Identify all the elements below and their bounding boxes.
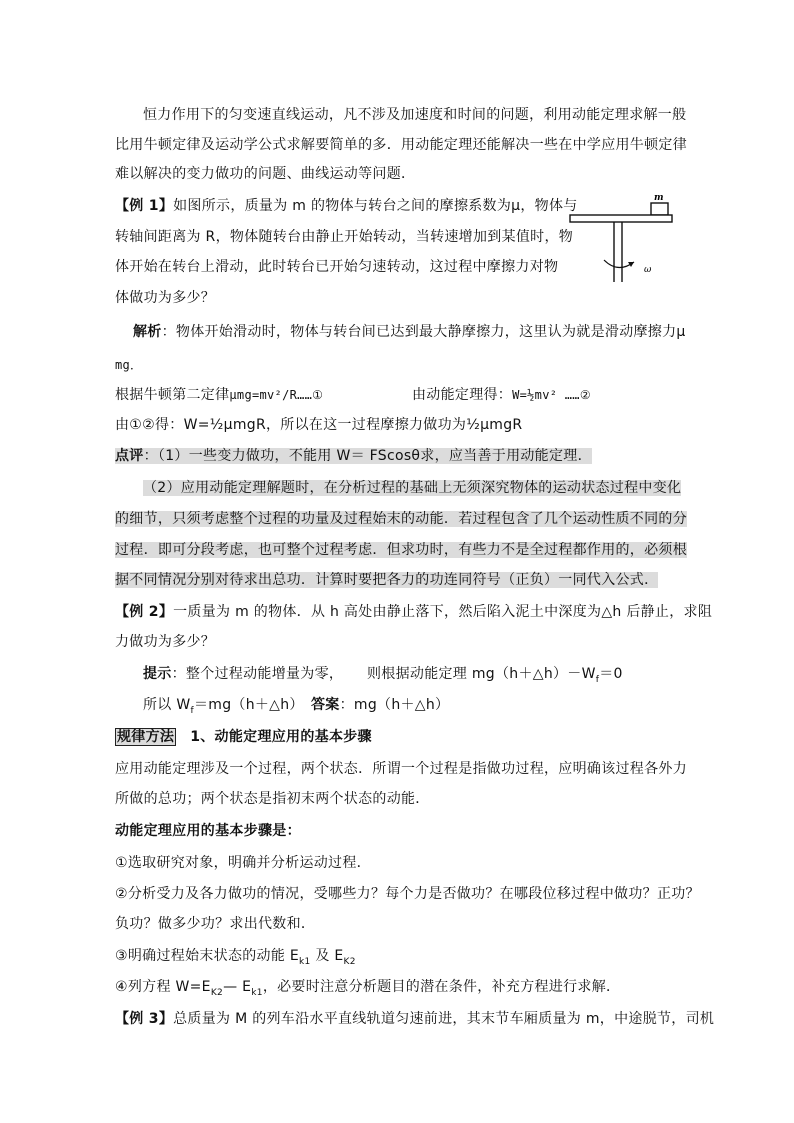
comment-line-2 bbox=[143, 478, 681, 498]
step-3-sub-2: K2 bbox=[343, 956, 356, 967]
analysis-label: 解析 bbox=[133, 324, 162, 340]
step-4-mid: — E bbox=[223, 979, 252, 995]
hint-label: 提示 bbox=[143, 666, 172, 682]
hint-equation-line bbox=[367, 664, 623, 690]
answer-label: 答案 bbox=[311, 697, 340, 713]
example-1-tag: 【例 1】 bbox=[115, 198, 174, 214]
theorem-label: 由动能定理得： bbox=[412, 387, 513, 403]
example-2-line-2: 力做功为多少？ bbox=[115, 634, 216, 650]
so-subscript: f bbox=[190, 705, 194, 716]
mass-block bbox=[651, 203, 668, 215]
turntable-plate bbox=[570, 215, 672, 222]
turntable-figure bbox=[568, 190, 678, 285]
step-2-line-1: ②分析受力及各力做功的情况，受哪些力？每个力是否做功？在哪段位移过程中做功？正功？ bbox=[115, 886, 700, 902]
example-1-line-3: 体开始在转台上滑动，此时转台已开始匀速转动，这过程中摩擦力对物 bbox=[115, 259, 559, 275]
theorem-line bbox=[412, 385, 591, 405]
comment-line-5 bbox=[115, 570, 658, 590]
answer-line bbox=[311, 695, 449, 715]
so-line bbox=[143, 695, 304, 721]
comment-line-1 bbox=[115, 446, 592, 466]
method-line-2: 所做的总功；两个状态是指初末两个状态的动能． bbox=[115, 791, 430, 807]
theorem-equation: W=½mv² ……② bbox=[512, 388, 591, 402]
method-line-1: 应用动能定理涉及一个过程，两个状态．所谓一个过程是指做功过程，应明确该过程各外力 bbox=[115, 761, 687, 777]
step-3-sub-1: k1 bbox=[299, 956, 311, 967]
step-4-sub-1: K2 bbox=[210, 987, 224, 998]
comment-text-3: 的细节，只须考虑整个过程的功量及过程始末的动能．若过程包含了几个运动性质不同的分 bbox=[115, 511, 687, 527]
comment-line-4 bbox=[115, 540, 687, 560]
comment-text-1: ：（1）一些变力做功，不能用 W＝ FScosθ求，应当善于用动能定理． bbox=[143, 448, 592, 464]
comment-text-2: （2）应用动能定理解题时，在分析过程的基础上无须深究物体的运动状态过程中变化 bbox=[143, 480, 682, 496]
example-3-line-1 bbox=[115, 1009, 714, 1029]
newton-equation: μmg=mv²/R……① bbox=[229, 388, 324, 402]
intro-line-3: 难以解决的变力做功的问题、曲线运动等问题． bbox=[115, 166, 416, 182]
step-3 bbox=[115, 946, 356, 972]
method-heading bbox=[115, 727, 372, 747]
example-3-text-1: 总质量为 M 的列车沿水平直线轨道匀速前进，其末节车厢质量为 m，中途脱节，司机 bbox=[173, 1011, 715, 1027]
step-1: ①选取研究对象，明确并分析运动过程． bbox=[115, 855, 371, 871]
step-4-text: ④列方程 W=E bbox=[115, 979, 211, 995]
example-3-tag: 【例 3】 bbox=[115, 1011, 174, 1027]
intro-line-1: 恒力作用下的匀变速直线运动，凡不涉及加速度和时间的问题，利用动能定理求解一般 bbox=[143, 107, 687, 123]
example-2-text-1: 一质量为 m 的物体．从 h 高处由静止落下，然后陷入泥土中深度为△h 后静止，求阻 bbox=[173, 604, 713, 620]
step-4-sub-2: k1 bbox=[251, 987, 263, 998]
analysis-line-2: mg． bbox=[115, 358, 143, 372]
example-2-tag: 【例 2】 bbox=[115, 604, 174, 620]
omega-label: ω bbox=[644, 265, 652, 275]
hint-subscript: f bbox=[595, 674, 600, 685]
newton-line bbox=[115, 385, 323, 405]
comment-text-4: 过程．即可分段考虑，也可整个过程考虑．但求功时，有些力不是全过程都作用的，必须根 bbox=[115, 542, 687, 558]
comment-text-5: 据不同情况分别对待求出总功．计算时要把各力的功连同符号（正负）一同代入公式． bbox=[115, 572, 659, 588]
comment-line-3 bbox=[115, 509, 687, 529]
analysis-text: ：物体开始滑动时，物体与转台间已达到最大静摩擦力，这里认为就是滑动摩擦力μ bbox=[161, 324, 686, 340]
step-2-line-2: 负功？做多少功？求出代数和． bbox=[115, 916, 316, 932]
example-1-line-1 bbox=[115, 196, 578, 216]
method-title: 1、动能定理应用的基本步骤 bbox=[190, 729, 372, 745]
comment-highlight bbox=[115, 448, 592, 464]
newton-label: 根据牛顿第二定律 bbox=[115, 387, 230, 403]
hint-text: ：整个过程动能增量为零， bbox=[171, 666, 344, 682]
comment-label: 点评 bbox=[115, 448, 144, 464]
so-equation: ＝mg（h＋△h） bbox=[193, 697, 304, 713]
hint-equation: 则根据动能定理 mg（h＋△h）－W bbox=[367, 666, 596, 682]
mass-label: m bbox=[654, 193, 664, 203]
method-box: 规律方法 bbox=[117, 729, 175, 745]
step-3-text: ③明确过程始末状态的动能 E bbox=[115, 948, 300, 964]
answer-equation: ：mg（h＋△h） bbox=[339, 697, 450, 713]
example-2-line-1 bbox=[115, 602, 712, 622]
example-1-line-4: 体做功为多少？ bbox=[115, 290, 216, 306]
intro-line-2: 比用牛顿定律及运动学公式求解要简单的多．用动能定理还能解决一些在中学应用牛顿定律 bbox=[115, 137, 687, 153]
step-3-mid: 及 E bbox=[310, 948, 344, 964]
so-label: 所以 W bbox=[143, 697, 191, 713]
example-1-line-2: 转轴间距离为 R，物体随转台由静止开始转动，当转速增加到某值时，物 bbox=[115, 229, 574, 245]
step-4 bbox=[115, 977, 620, 1003]
rotation-arrowhead bbox=[628, 262, 634, 267]
result-line: 由①②得：W=½μmgR，所以在这一过程摩擦力做功为½μmgR bbox=[115, 417, 523, 433]
analysis-line-1 bbox=[133, 322, 686, 342]
example-1-text-1: 如图所示，质量为 m 的物体与转台之间的摩擦系数为μ，物体与 bbox=[173, 198, 578, 214]
step-4-end: ，必要时注意分析题目的潜在条件，补充方程进行求解． bbox=[262, 979, 621, 995]
hint-line bbox=[143, 664, 343, 684]
steps-title: 动能定理应用的基本步骤是： bbox=[115, 823, 301, 839]
hint-equation-end: ＝0 bbox=[599, 666, 623, 682]
